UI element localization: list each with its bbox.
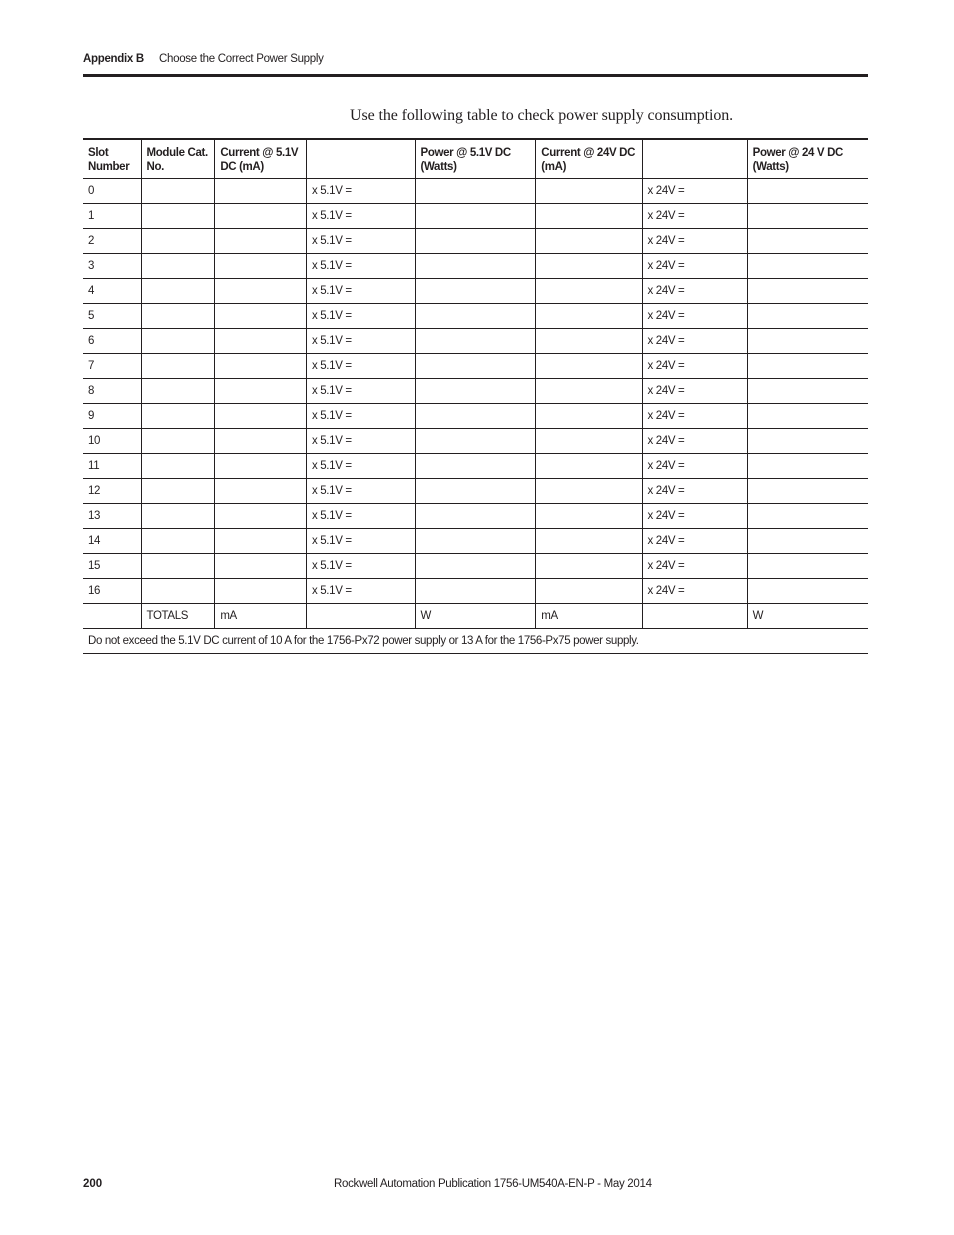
power-5v-cell <box>415 429 536 454</box>
slot-number: 0 <box>83 179 141 204</box>
mult-5v: x 5.1V = <box>307 554 415 579</box>
current-5v-cell <box>215 254 307 279</box>
current-24v-cell <box>536 429 642 454</box>
mult-5v: x 5.1V = <box>307 279 415 304</box>
power-24v-cell <box>747 379 868 404</box>
current-24v-cell <box>536 404 642 429</box>
current-5v-cell <box>215 454 307 479</box>
power-5v-cell <box>415 404 536 429</box>
module-cat-no-cell <box>141 429 215 454</box>
current-24v-cell <box>536 179 642 204</box>
mult-5v: x 5.1V = <box>307 229 415 254</box>
power-24v-cell <box>747 579 868 604</box>
current-24v-cell <box>536 579 642 604</box>
table-row <box>83 254 868 279</box>
slot-number: 8 <box>83 379 141 404</box>
current-24v-cell <box>536 279 642 304</box>
mult-24v: x 24V = <box>642 354 747 379</box>
mult-24v: x 24V = <box>642 454 747 479</box>
power-24v-cell <box>747 254 868 279</box>
mult-24v: x 24V = <box>642 429 747 454</box>
mult-5v: x 5.1V = <box>307 329 415 354</box>
slot-number: 2 <box>83 229 141 254</box>
publication-info: Rockwell Automation Publication 1756-UM540A-EN-P - May 2014 <box>334 1178 652 1190</box>
power-24v-cell <box>747 454 868 479</box>
table-header-row <box>83 139 868 179</box>
mult-24v: x 24V = <box>642 529 747 554</box>
slot-number: 14 <box>83 529 141 554</box>
current-24v-cell <box>536 354 642 379</box>
current-24v-cell <box>536 504 642 529</box>
mult-24v: x 24V = <box>642 229 747 254</box>
current-5v-cell <box>215 229 307 254</box>
slot-number: 4 <box>83 279 141 304</box>
module-cat-no-cell <box>141 554 215 579</box>
mult-24v: x 24V = <box>642 579 747 604</box>
current-5v-cell <box>215 329 307 354</box>
table-row <box>83 504 868 529</box>
mult-24v: x 24V = <box>642 554 747 579</box>
power-5v-cell <box>415 504 536 529</box>
power-24v-cell <box>747 429 868 454</box>
table-row <box>83 554 868 579</box>
mult-24v: x 24V = <box>642 479 747 504</box>
power-24v-cell <box>747 229 868 254</box>
slot-number: 3 <box>83 254 141 279</box>
current-24v-cell <box>536 379 642 404</box>
table-row <box>83 379 868 404</box>
slot-number: 10 <box>83 429 141 454</box>
slot-number: 6 <box>83 329 141 354</box>
column-header-2: Current @ 5.1V DC (mA) <box>215 139 307 179</box>
current-5v-cell <box>215 354 307 379</box>
intro-text: Use the following table to check power supply consumption. <box>350 107 734 124</box>
column-header-3 <box>307 139 415 179</box>
table-row <box>83 229 868 254</box>
module-cat-no-cell <box>141 304 215 329</box>
mult-24v: x 24V = <box>642 279 747 304</box>
current-5v-cell <box>215 479 307 504</box>
totals-mult-24v-cell <box>642 604 747 629</box>
mult-24v: x 24V = <box>642 304 747 329</box>
power-24v-cell <box>747 204 868 229</box>
totals-power-24v-unit: W <box>747 604 868 629</box>
current-24v-cell <box>536 304 642 329</box>
power-5v-cell <box>415 204 536 229</box>
slot-number: 5 <box>83 304 141 329</box>
module-cat-no-cell <box>141 279 215 304</box>
power-24v-cell <box>747 479 868 504</box>
mult-5v: x 5.1V = <box>307 454 415 479</box>
column-header-6 <box>642 139 747 179</box>
mult-5v: x 5.1V = <box>307 404 415 429</box>
power-24v-cell <box>747 504 868 529</box>
mult-5v: x 5.1V = <box>307 204 415 229</box>
mult-24v: x 24V = <box>642 404 747 429</box>
mult-5v: x 5.1V = <box>307 529 415 554</box>
current-5v-cell <box>215 404 307 429</box>
module-cat-no-cell <box>141 229 215 254</box>
power-5v-cell <box>415 254 536 279</box>
mult-24v: x 24V = <box>642 254 747 279</box>
appendix-label: Appendix B <box>83 53 144 65</box>
current-5v-cell <box>215 204 307 229</box>
power-5v-cell <box>415 279 536 304</box>
note-row <box>83 629 868 654</box>
table-row <box>83 204 868 229</box>
current-24v-cell <box>536 554 642 579</box>
totals-current-24v-unit: mA <box>536 604 642 629</box>
totals-power-5v-unit: W <box>415 604 536 629</box>
module-cat-no-cell <box>141 254 215 279</box>
table-row <box>83 179 868 204</box>
power-consumption-table <box>83 138 868 654</box>
header-rule <box>83 74 868 77</box>
totals-mult-5v-cell <box>307 604 415 629</box>
table-row <box>83 479 868 504</box>
module-cat-no-cell <box>141 404 215 429</box>
table-row <box>83 579 868 604</box>
page-number: 200 <box>83 1178 103 1190</box>
totals-current-5v-unit: mA <box>215 604 307 629</box>
table-row <box>83 529 868 554</box>
current-5v-cell <box>215 179 307 204</box>
module-cat-no-cell <box>141 579 215 604</box>
mult-5v: x 5.1V = <box>307 379 415 404</box>
power-5v-cell <box>415 579 536 604</box>
current-24v-cell <box>536 454 642 479</box>
mult-5v: x 5.1V = <box>307 354 415 379</box>
power-5v-cell <box>415 554 536 579</box>
page-header <box>83 53 868 75</box>
mult-24v: x 24V = <box>642 179 747 204</box>
current-5v-cell <box>215 429 307 454</box>
table-row <box>83 354 868 379</box>
power-5v-cell <box>415 329 536 354</box>
mult-5v: x 5.1V = <box>307 429 415 454</box>
current-24v-cell <box>536 329 642 354</box>
power-24v-cell <box>747 529 868 554</box>
slot-number: 7 <box>83 354 141 379</box>
power-5v-cell <box>415 354 536 379</box>
current-5v-cell <box>215 504 307 529</box>
slot-number: 9 <box>83 404 141 429</box>
slot-number: 13 <box>83 504 141 529</box>
power-5v-cell <box>415 529 536 554</box>
table-row <box>83 404 868 429</box>
power-5v-cell <box>415 179 536 204</box>
power-24v-cell <box>747 329 868 354</box>
totals-label: TOTALS <box>141 604 215 629</box>
power-24v-cell <box>747 354 868 379</box>
mult-24v: x 24V = <box>642 379 747 404</box>
totals-row <box>83 604 868 629</box>
module-cat-no-cell <box>141 329 215 354</box>
current-24v-cell <box>536 254 642 279</box>
column-header-0: Slot Number <box>83 139 141 179</box>
slot-number: 1 <box>83 204 141 229</box>
module-cat-no-cell <box>141 204 215 229</box>
mult-5v: x 5.1V = <box>307 504 415 529</box>
mult-24v: x 24V = <box>642 504 747 529</box>
power-5v-cell <box>415 479 536 504</box>
power-5v-cell <box>415 229 536 254</box>
power-24v-cell <box>747 404 868 429</box>
mult-5v: x 5.1V = <box>307 479 415 504</box>
column-header-1: Module Cat. No. <box>141 139 215 179</box>
table-row <box>83 429 868 454</box>
module-cat-no-cell <box>141 529 215 554</box>
mult-24v: x 24V = <box>642 204 747 229</box>
slot-number: 12 <box>83 479 141 504</box>
power-24v-cell <box>747 279 868 304</box>
table-row <box>83 329 868 354</box>
module-cat-no-cell <box>141 379 215 404</box>
table-row <box>83 304 868 329</box>
section-title: Choose the Correct Power Supply <box>159 53 324 65</box>
table-body <box>83 179 868 604</box>
mult-5v: x 5.1V = <box>307 304 415 329</box>
current-24v-cell <box>536 229 642 254</box>
power-24v-cell <box>747 554 868 579</box>
slot-number: 15 <box>83 554 141 579</box>
power-24v-cell <box>747 179 868 204</box>
table-note: Do not exceed the 5.1V DC current of 10 A for the 1756-Px72 power supply or 13 A for the 1756-Px75 power supply. <box>83 629 868 654</box>
mult-5v: x 5.1V = <box>307 179 415 204</box>
column-header-7: Power @ 24 V DC (Watts) <box>747 139 868 179</box>
current-5v-cell <box>215 529 307 554</box>
power-24v-cell <box>747 304 868 329</box>
current-24v-cell <box>536 204 642 229</box>
current-5v-cell <box>215 379 307 404</box>
current-5v-cell <box>215 554 307 579</box>
totals-slot-cell <box>83 604 141 629</box>
current-5v-cell <box>215 279 307 304</box>
slot-number: 11 <box>83 454 141 479</box>
current-5v-cell <box>215 579 307 604</box>
module-cat-no-cell <box>141 179 215 204</box>
column-header-4: Power @ 5.1V DC (Watts) <box>415 139 536 179</box>
mult-5v: x 5.1V = <box>307 579 415 604</box>
column-header-5: Current @ 24V DC (mA) <box>536 139 642 179</box>
power-5v-cell <box>415 304 536 329</box>
mult-24v: x 24V = <box>642 329 747 354</box>
module-cat-no-cell <box>141 504 215 529</box>
current-24v-cell <box>536 479 642 504</box>
table-row <box>83 454 868 479</box>
module-cat-no-cell <box>141 479 215 504</box>
mult-5v: x 5.1V = <box>307 254 415 279</box>
table-row <box>83 279 868 304</box>
current-5v-cell <box>215 304 307 329</box>
module-cat-no-cell <box>141 354 215 379</box>
slot-number: 16 <box>83 579 141 604</box>
current-24v-cell <box>536 529 642 554</box>
power-5v-cell <box>415 379 536 404</box>
power-5v-cell <box>415 454 536 479</box>
module-cat-no-cell <box>141 454 215 479</box>
